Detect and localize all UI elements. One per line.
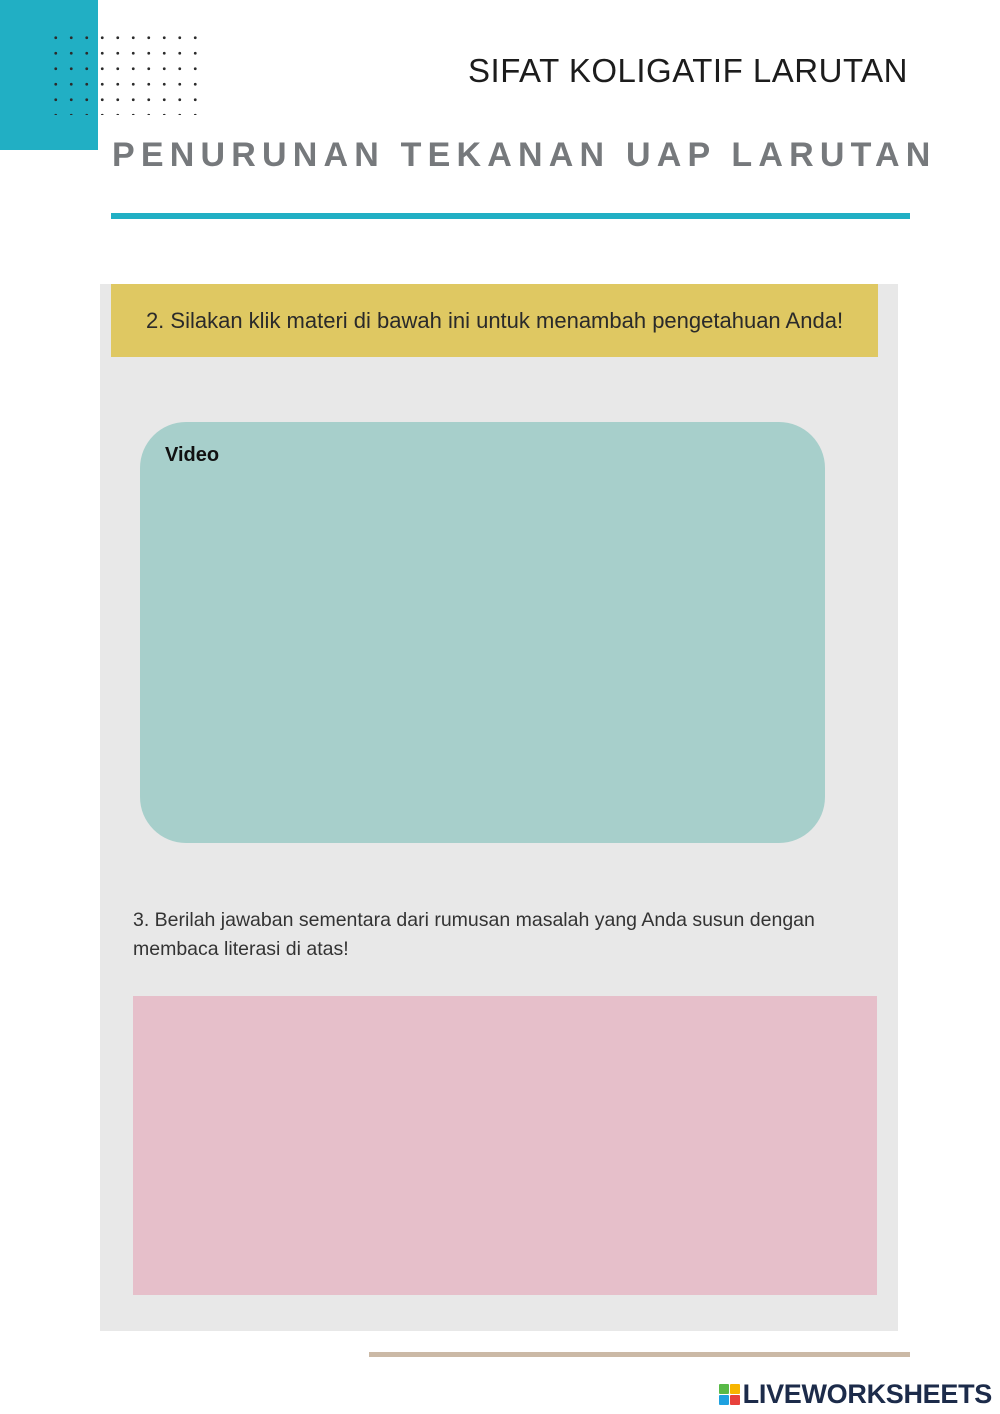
logo-text: LIVEWORKSHEETS — [742, 1379, 992, 1409]
instruction-text: 2. Silakan klik materi di bawah ini untuk menambah pengetahuan Anda! — [145, 307, 844, 333]
worksheet-title: SIFAT KOLIGATIF LARUTAN — [468, 52, 908, 89]
dot-pattern-decoration — [48, 30, 198, 115]
logo-square-3 — [719, 1395, 729, 1405]
question-3-text: 3. Berilah jawaban sementara dari rumusan masalah yang Anda susun dengan membaca literasi di atas! — [133, 909, 815, 960]
answer-input-area[interactable] — [133, 996, 877, 1295]
footer-divider — [369, 1352, 910, 1357]
logo-square-1 — [719, 1384, 729, 1394]
logo-square-4 — [730, 1395, 740, 1405]
logo-square-2 — [730, 1384, 740, 1394]
video-label: Video — [165, 444, 220, 466]
liveworksheets-logo-icon — [719, 1384, 740, 1405]
worksheet-subtitle: PENURUNAN TEKANAN UAP LARUTAN — [112, 136, 937, 174]
header-divider — [111, 213, 910, 219]
liveworksheets-logo[interactable] — [719, 1379, 992, 1410]
video-player[interactable] — [140, 422, 825, 843]
instruction-banner — [111, 284, 878, 357]
